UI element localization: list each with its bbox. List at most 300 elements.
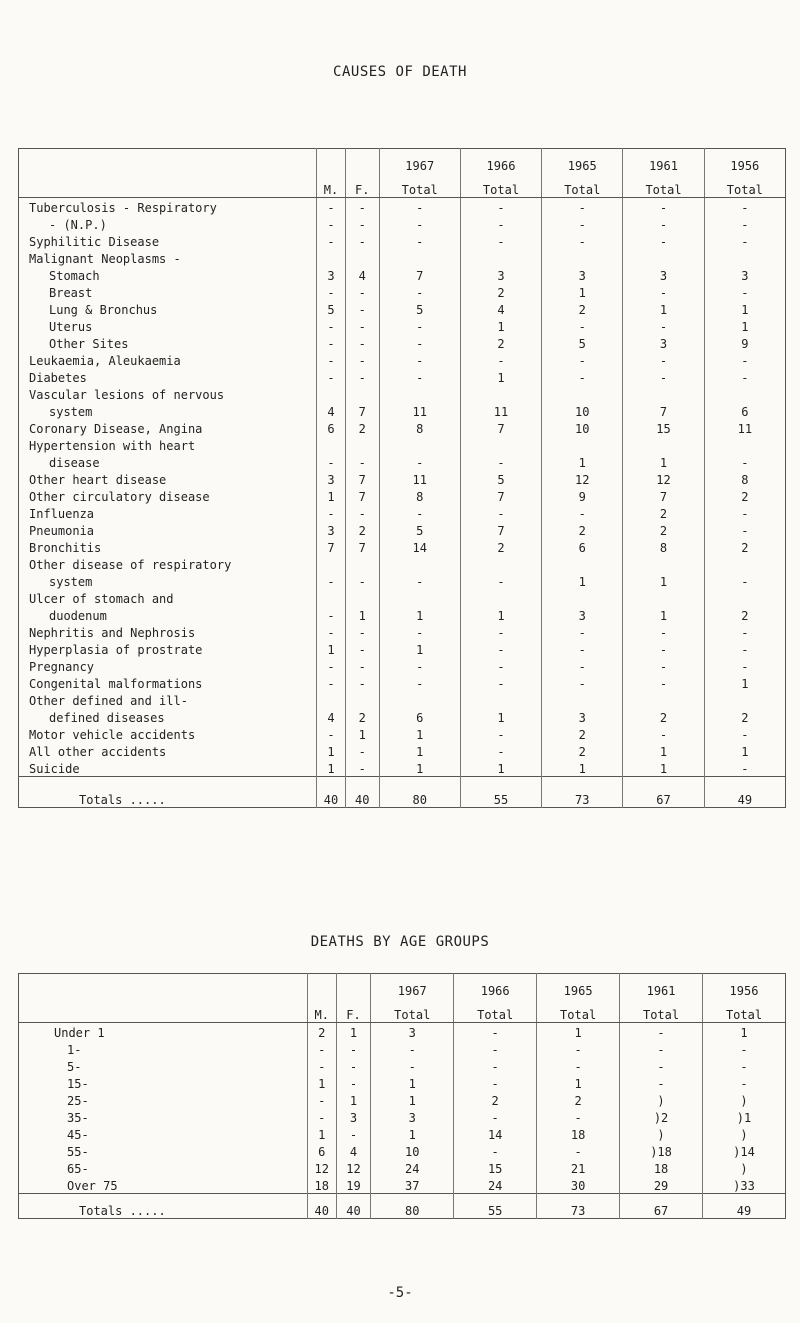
causes-table-body [19,198,786,808]
table-cell: 6 [307,1142,336,1159]
table-cell [542,385,623,402]
row-label: 5- [67,1060,82,1074]
table-cell: - [542,198,623,216]
table-row [19,1159,786,1176]
table-cell: - [703,1057,786,1074]
table-cell: 7 [345,487,379,504]
table-cell: - [345,215,379,232]
table-cell: - [317,725,346,742]
table-cell: 24 [454,1176,537,1194]
row-label: 45- [67,1128,89,1142]
table-cell: - [345,640,379,657]
table-cell: - [379,504,460,521]
table-row [19,300,786,317]
row-label: All other accidents [29,745,167,759]
table-cell: - [345,334,379,351]
table-cell [704,249,785,266]
table-cell [542,555,623,572]
table-cell: 1 [537,1074,620,1091]
table-cell: 24 [371,1159,454,1176]
table-cell: 8 [379,419,460,436]
table-cell [542,589,623,606]
column-header: Total [371,998,454,1023]
table-row [19,708,786,725]
row-label: Other Sites [49,337,129,351]
total-cell: 67 [620,1194,703,1219]
table-cell: 6 [379,708,460,725]
table-cell: 4 [317,402,346,419]
total-cell: 55 [454,1194,537,1219]
row-label: Hyperplasia of prostrate [29,643,203,657]
table-cell: 9 [542,487,623,504]
total-cell: 73 [537,1194,620,1219]
table-cell [345,555,379,572]
table-cell: - [620,1040,703,1057]
table-cell: ) [703,1159,786,1176]
year-header: 1965 [542,149,623,174]
row-label: Other heart disease [29,473,167,487]
table-cell: 1 [542,759,623,777]
table-cell: - [704,623,785,640]
table-cell [379,436,460,453]
table-cell: - [460,504,541,521]
table-cell: - [460,215,541,232]
table-row [19,1125,786,1142]
table-cell: - [704,351,785,368]
column-header: F. [336,998,370,1023]
table-cell [379,249,460,266]
table-cell: 3 [317,470,346,487]
table-row [19,759,786,777]
table-cell: - [345,232,379,249]
table-cell: - [537,1108,620,1125]
table-cell [460,385,541,402]
row-label: Other circulatory disease [29,490,210,504]
table-cell: - [623,232,704,249]
table-cell: - [345,453,379,470]
year-header: 1961 [623,149,704,174]
table-cell: - [345,368,379,385]
table-cell: - [345,504,379,521]
table-cell: 1 [307,1074,336,1091]
table-row [19,436,786,453]
table-cell: 1 [379,640,460,657]
row-label: Syphilitic Disease [29,235,160,249]
total-cell: 80 [371,1194,454,1219]
table-cell: 2 [542,725,623,742]
table-cell: - [542,640,623,657]
table-cell: 3 [542,266,623,283]
table-cell: 12 [336,1159,370,1176]
row-label: Motor vehicle accidents [29,728,196,742]
table-cell [379,691,460,708]
table-cell: - [704,283,785,300]
table-cell: 7 [317,538,346,555]
total-cell: 80 [379,777,460,808]
table-cell [317,555,346,572]
table-cell: - [620,1074,703,1091]
table-cell: 18 [307,1176,336,1194]
table-cell [317,385,346,402]
page-number: -5- [387,1285,413,1301]
table-cell: 7 [460,419,541,436]
row-label: duodenum [49,609,107,623]
table-cell: 3 [623,266,704,283]
table-cell: )33 [703,1176,786,1194]
table-cell [460,589,541,606]
table-cell: 1 [542,453,623,470]
table-cell: - [371,1040,454,1057]
table-cell: - [307,1108,336,1125]
column-header: Total [542,173,623,198]
column-header: F. [345,173,379,198]
table-cell [623,385,704,402]
table-cell: 12 [542,470,623,487]
table-cell: 1 [317,742,346,759]
table-cell: - [345,300,379,317]
table-cell: 18 [537,1125,620,1142]
table-cell: 2 [307,1023,336,1041]
table-cell: )14 [703,1142,786,1159]
table-cell: - [460,674,541,691]
table-row [19,351,786,368]
table-cell: 1 [371,1074,454,1091]
total-cell: 40 [307,1194,336,1219]
table-cell: 2 [542,521,623,538]
table-cell: 10 [542,419,623,436]
table-cell: - [454,1023,537,1041]
table-cell: - [704,521,785,538]
table-cell: - [460,232,541,249]
table-row [19,674,786,691]
table-cell [460,249,541,266]
table-row [19,742,786,759]
table-cell: 1 [623,572,704,589]
table-cell: 1 [704,674,785,691]
table-cell: 11 [379,470,460,487]
column-header-row [19,998,786,1023]
table-cell: 12 [307,1159,336,1176]
table-cell: - [454,1142,537,1159]
table-row [19,317,786,334]
table-cell: - [345,623,379,640]
table-cell: - [542,504,623,521]
table-cell: )18 [620,1142,703,1159]
table-cell: 3 [336,1108,370,1125]
table-cell: - [317,572,346,589]
table-cell: 3 [317,521,346,538]
table-cell: 15 [623,419,704,436]
row-label: Breast [49,286,93,300]
year-header: 1956 [704,149,785,174]
row-label: system [49,405,93,419]
row-label: 35- [67,1111,89,1125]
total-cell: 49 [704,777,785,808]
table-cell: 3 [317,266,346,283]
total-cell: 73 [542,777,623,808]
table-cell: 6 [317,419,346,436]
table-cell: - [379,215,460,232]
table-row [19,606,786,623]
table-cell: - [542,232,623,249]
table-cell [704,691,785,708]
column-header-row [19,173,786,198]
table-cell: 11 [379,402,460,419]
table-cell: - [623,640,704,657]
table-cell: - [317,504,346,521]
row-label: 1- [67,1043,82,1057]
column-header: Total [460,173,541,198]
table-row [19,725,786,742]
table-cell: - [379,334,460,351]
table-row [19,1057,786,1074]
table-row [19,640,786,657]
table-cell: 2 [345,708,379,725]
row-label: Pneumonia [29,524,95,538]
table-row [19,419,786,436]
table-cell [623,249,704,266]
table-cell [345,385,379,402]
table-row [19,453,786,470]
table-row [19,232,786,249]
table-cell: 12 [623,470,704,487]
table-cell: 1 [379,742,460,759]
table-row [19,623,786,640]
table-cell: - [317,351,346,368]
table-cell: 1 [704,300,785,317]
row-label: Congenital malformations [29,677,203,691]
table-cell [623,555,704,572]
table-cell: 3 [371,1108,454,1125]
year-header: 1967 [379,149,460,174]
table-cell: 2 [454,1091,537,1108]
table-cell: 7 [460,487,541,504]
table-cell: - [317,606,346,623]
table-cell: - [454,1074,537,1091]
table-row [19,1176,786,1194]
row-label: Hypertension with heart [29,439,196,453]
table-cell [623,436,704,453]
table-cell [379,385,460,402]
table-row [19,368,786,385]
table-cell [623,691,704,708]
table-cell: 1 [703,1023,786,1041]
table-cell: - [704,759,785,777]
column-header: Total [623,173,704,198]
table-cell: - [704,198,785,216]
table-cell: - [542,657,623,674]
year-header: 1967 [371,974,454,999]
table-cell: - [704,215,785,232]
age-groups-table [18,973,786,1219]
table-cell: - [379,453,460,470]
table-cell: - [379,232,460,249]
table-cell: 5 [317,300,346,317]
table-cell: 2 [704,606,785,623]
table-cell: 19 [336,1176,370,1194]
table-cell: - [542,317,623,334]
row-label: Nephritis and Nephrosis [29,626,196,640]
table-cell: 2 [460,538,541,555]
row-label: Coronary Disease, Angina [29,422,203,436]
table-cell: 1 [317,759,346,777]
table-cell: - [379,198,460,216]
table-cell [317,249,346,266]
table-row [19,470,786,487]
row-label: Pregnancy [29,660,95,674]
table-cell: 1 [307,1125,336,1142]
table-cell: )1 [703,1108,786,1125]
table-cell: - [704,572,785,589]
table-cell [542,436,623,453]
table-cell: 1 [345,606,379,623]
table-cell: 1 [704,317,785,334]
row-label: Tuberculosis - Respiratory [29,201,217,215]
table-cell: 2 [623,504,704,521]
table-cell: - [379,283,460,300]
table-cell: - [460,623,541,640]
table-cell: 1 [336,1023,370,1041]
table-cell [460,436,541,453]
row-label: Leukaemia, Aleukaemia [29,354,181,368]
table-cell: 1 [460,708,541,725]
table-cell: - [623,215,704,232]
table-cell: - [345,674,379,691]
year-header: 1956 [703,974,786,999]
table-row [19,487,786,504]
row-label: disease [49,456,100,470]
totals-row [19,1194,786,1219]
row-label: Influenza [29,507,95,521]
column-header: Total [537,998,620,1023]
row-label: defined diseases [49,711,165,725]
table-cell: - [623,368,704,385]
table-cell: - [379,317,460,334]
table-cell: 2 [345,521,379,538]
table-row [19,283,786,300]
table-cell [704,436,785,453]
table-cell: - [460,351,541,368]
table-row [19,1074,786,1091]
table-cell: 11 [704,419,785,436]
table-cell: 1 [336,1091,370,1108]
table-cell: 5 [379,521,460,538]
table-cell [704,385,785,402]
table-cell: 1 [542,572,623,589]
table-cell: - [345,759,379,777]
table-cell: - [317,317,346,334]
table-cell: - [620,1023,703,1041]
table-cell: - [623,657,704,674]
column-header: Total [704,173,785,198]
table-cell: 2 [704,708,785,725]
table-cell: - [345,283,379,300]
table-cell [623,589,704,606]
table-cell: 2 [537,1091,620,1108]
table-cell: - [454,1057,537,1074]
table-cell: - [460,453,541,470]
table-cell: 6 [542,538,623,555]
table-cell: 2 [460,283,541,300]
row-label: Over 75 [67,1179,118,1193]
table-cell: - [317,334,346,351]
row-label: Malignant Neoplasms - [29,252,181,266]
table-cell: - [460,572,541,589]
total-cell: 40 [336,1194,370,1219]
table-cell: - [345,351,379,368]
table-cell: - [379,572,460,589]
year-header: 1966 [460,149,541,174]
table-row [19,504,786,521]
table-row [19,555,786,572]
table-cell: - [542,368,623,385]
table-row [19,266,786,283]
row-label: Other disease of respiratory [29,558,232,572]
table-cell: ) [703,1125,786,1142]
table-cell: 1 [379,606,460,623]
table-cell: 9 [704,334,785,351]
table-cell: 4 [460,300,541,317]
table-cell: 10 [542,402,623,419]
table-cell: 18 [620,1159,703,1176]
section-title: DEATHS BY AGE GROUPS [310,934,490,950]
table-cell: 1 [704,742,785,759]
total-cell: 49 [703,1194,786,1219]
table-cell: 8 [623,538,704,555]
table-cell: - [336,1125,370,1142]
table-cell: 1 [317,640,346,657]
table-cell: - [317,623,346,640]
table-cell: 6 [704,402,785,419]
table-cell: - [623,198,704,216]
table-cell: - [336,1057,370,1074]
table-cell: 5 [379,300,460,317]
year-header: 1961 [620,974,703,999]
table-cell: 1 [623,606,704,623]
table-row [19,538,786,555]
page-title: CAUSES OF DEATH [333,64,467,80]
table-cell: - [620,1057,703,1074]
causes-of-death-table [18,148,786,808]
row-label: Suicide [29,762,80,776]
table-cell: ) [703,1091,786,1108]
age-table-body [19,1023,786,1219]
totals-row [19,777,786,808]
table-cell: - [542,351,623,368]
table-cell [317,589,346,606]
table-cell: 2 [542,742,623,759]
table-cell: 3 [623,334,704,351]
table-cell: 1 [623,759,704,777]
table-cell: - [623,674,704,691]
table-cell: - [454,1040,537,1057]
table-cell: 30 [537,1176,620,1194]
table-cell: - [345,198,379,216]
table-cell: - [345,657,379,674]
table-cell: 4 [317,708,346,725]
table-cell: 7 [460,521,541,538]
table-row [19,1142,786,1159]
table-cell: - [345,572,379,589]
row-label: 15- [67,1077,89,1091]
table-cell: - [460,198,541,216]
table-cell: 2 [704,487,785,504]
table-row [19,1040,786,1057]
table-cell: 14 [379,538,460,555]
table-cell: - [623,725,704,742]
total-cell: 40 [317,777,346,808]
table-cell: 15 [454,1159,537,1176]
